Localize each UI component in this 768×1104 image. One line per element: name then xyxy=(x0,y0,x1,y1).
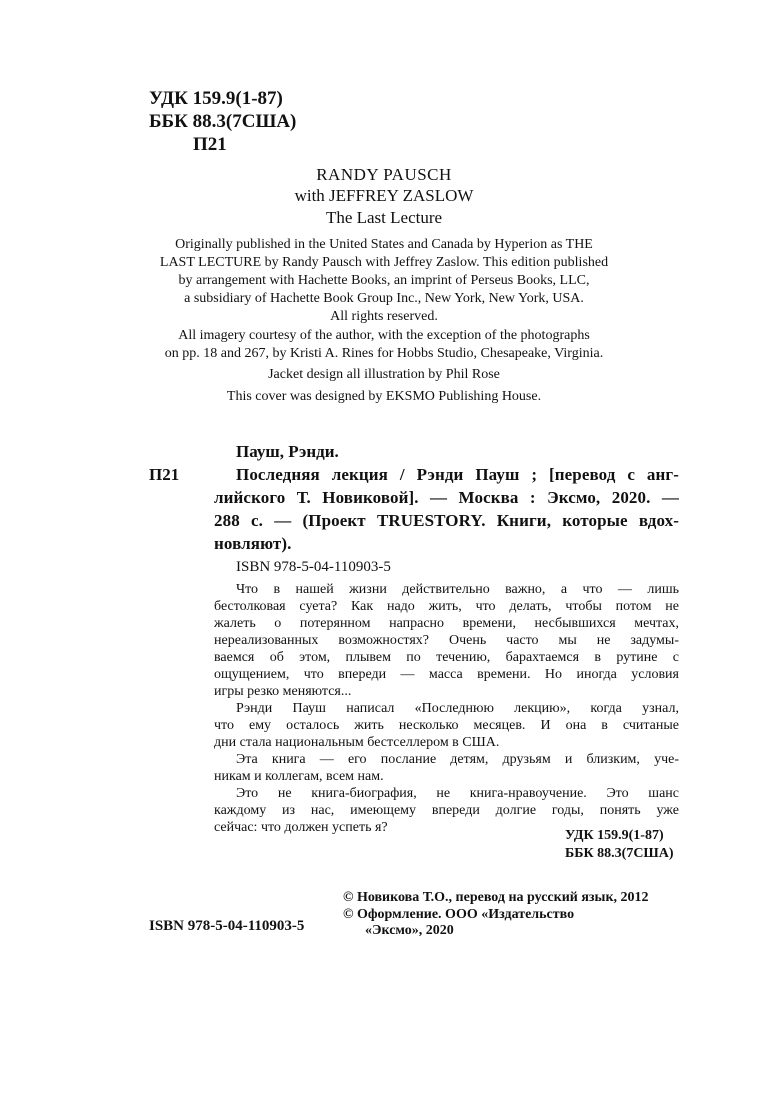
catalog-description-line: 288 с. — (Проект TRUESTORY. Книги, которые вдох- xyxy=(214,511,679,530)
annotation-line: нереализованных возможностях? Очень часто мы не задумы- xyxy=(214,633,679,648)
catalog-code: П21 xyxy=(149,465,180,484)
right-udk-code: УДК 159.9(1-87) xyxy=(565,828,664,843)
original-coauthor: with JEFFREY ZASLOW xyxy=(294,186,474,205)
annotation-line: Что в нашей жизни действительно важно, а что — лишь xyxy=(236,582,679,597)
copyright-design-cont: «Эксмо», 2020 xyxy=(365,923,454,938)
imagery-line: All imagery courtesy of the author, with the exception of the photographs xyxy=(178,328,590,343)
copyright-design: © Оформление. ООО «Издательство xyxy=(343,907,575,922)
annotation-line: Это не книга-биография, не книга-нравоучение. Это шанс xyxy=(236,786,679,801)
annotation-line: ваемся об этом, плывем по течению, барахтаемся в рутине с xyxy=(214,650,679,665)
rights-line: a subsidiary of Hachette Book Group Inc., New York, New York, USA. xyxy=(184,291,584,306)
rights-line: All rights reserved. xyxy=(330,309,438,324)
author-sign: П21 xyxy=(193,134,227,155)
annotation-line: ощущением, что впереди — масса времени. Но иногда условия xyxy=(214,667,679,682)
annotation-line: что ему осталось жить несколько месяцев. И она в считаные xyxy=(214,718,679,733)
footer-isbn: ISBN 978-5-04-110903-5 xyxy=(149,918,305,934)
imagery-line: on pp. 18 and 267, by Kristi A. Rines for Hobbs Studio, Chesapeake, Virginia. xyxy=(164,346,604,361)
rights-line: Originally published in the United States and Canada by Hyperion as THE xyxy=(175,237,593,252)
udk-code: УДК 159.9(1-87) xyxy=(149,88,283,109)
catalog-isbn: ISBN 978-5-04-110903-5 xyxy=(236,559,391,575)
original-title: The Last Lecture xyxy=(325,208,443,227)
annotation-line: Рэнди Пауш написал «Последнюю лекцию», когда узнал, xyxy=(236,701,679,716)
cover-credit: This cover was designed by EKSMO Publishing House. xyxy=(226,389,542,404)
copyright-translation: © Новикова Т.О., перевод на русский язык, 2012 xyxy=(343,890,649,905)
annotation-line: каждому из нас, имеющему впереди долгие годы, понять уже xyxy=(214,803,679,818)
catalog-description-line: новляют). xyxy=(214,534,292,553)
annotation-line: бестолковая суета? Как надо жить, что делать, чтобы потом не xyxy=(214,599,679,614)
catalog-description-line: Последняя лекция / Рэнди Пауш ; [перевод с анг- xyxy=(236,465,679,484)
annotation-line: Эта книга — его послание детям, друзьям и близким, уче- xyxy=(236,752,679,767)
rights-line: by arrangement with Hachette Books, an imprint of Perseus Books, LLC, xyxy=(178,273,590,288)
rights-line: LAST LECTURE by Randy Pausch with Jeffrey Zaslow. This edition published xyxy=(159,255,609,270)
annotation-line: никам и коллегам, всем нам. xyxy=(214,769,384,784)
annotation-line: жалеть о потерянном напрасно времени, несбывшихся мечтах, xyxy=(214,616,679,631)
catalog-description-line: лийского Т. Новиковой]. — Москва : Эксмо, 2020. — xyxy=(214,488,679,507)
original-author: RANDY PAUSCH xyxy=(316,165,452,184)
annotation-line: игры резко меняются... xyxy=(214,684,352,699)
annotation-line: сейчас: что должен успеть я? xyxy=(214,820,388,835)
right-bbk-code: ББК 88.3(7США) xyxy=(565,846,674,861)
bbk-code: ББК 88.3(7США) xyxy=(149,111,297,132)
annotation-line: дни стала национальным бестселлером в США. xyxy=(214,735,500,750)
jacket-credit: Jacket design all illustration by Phil Rose xyxy=(268,367,500,382)
catalog-author-heading: Пауш, Рэнди. xyxy=(236,442,339,461)
